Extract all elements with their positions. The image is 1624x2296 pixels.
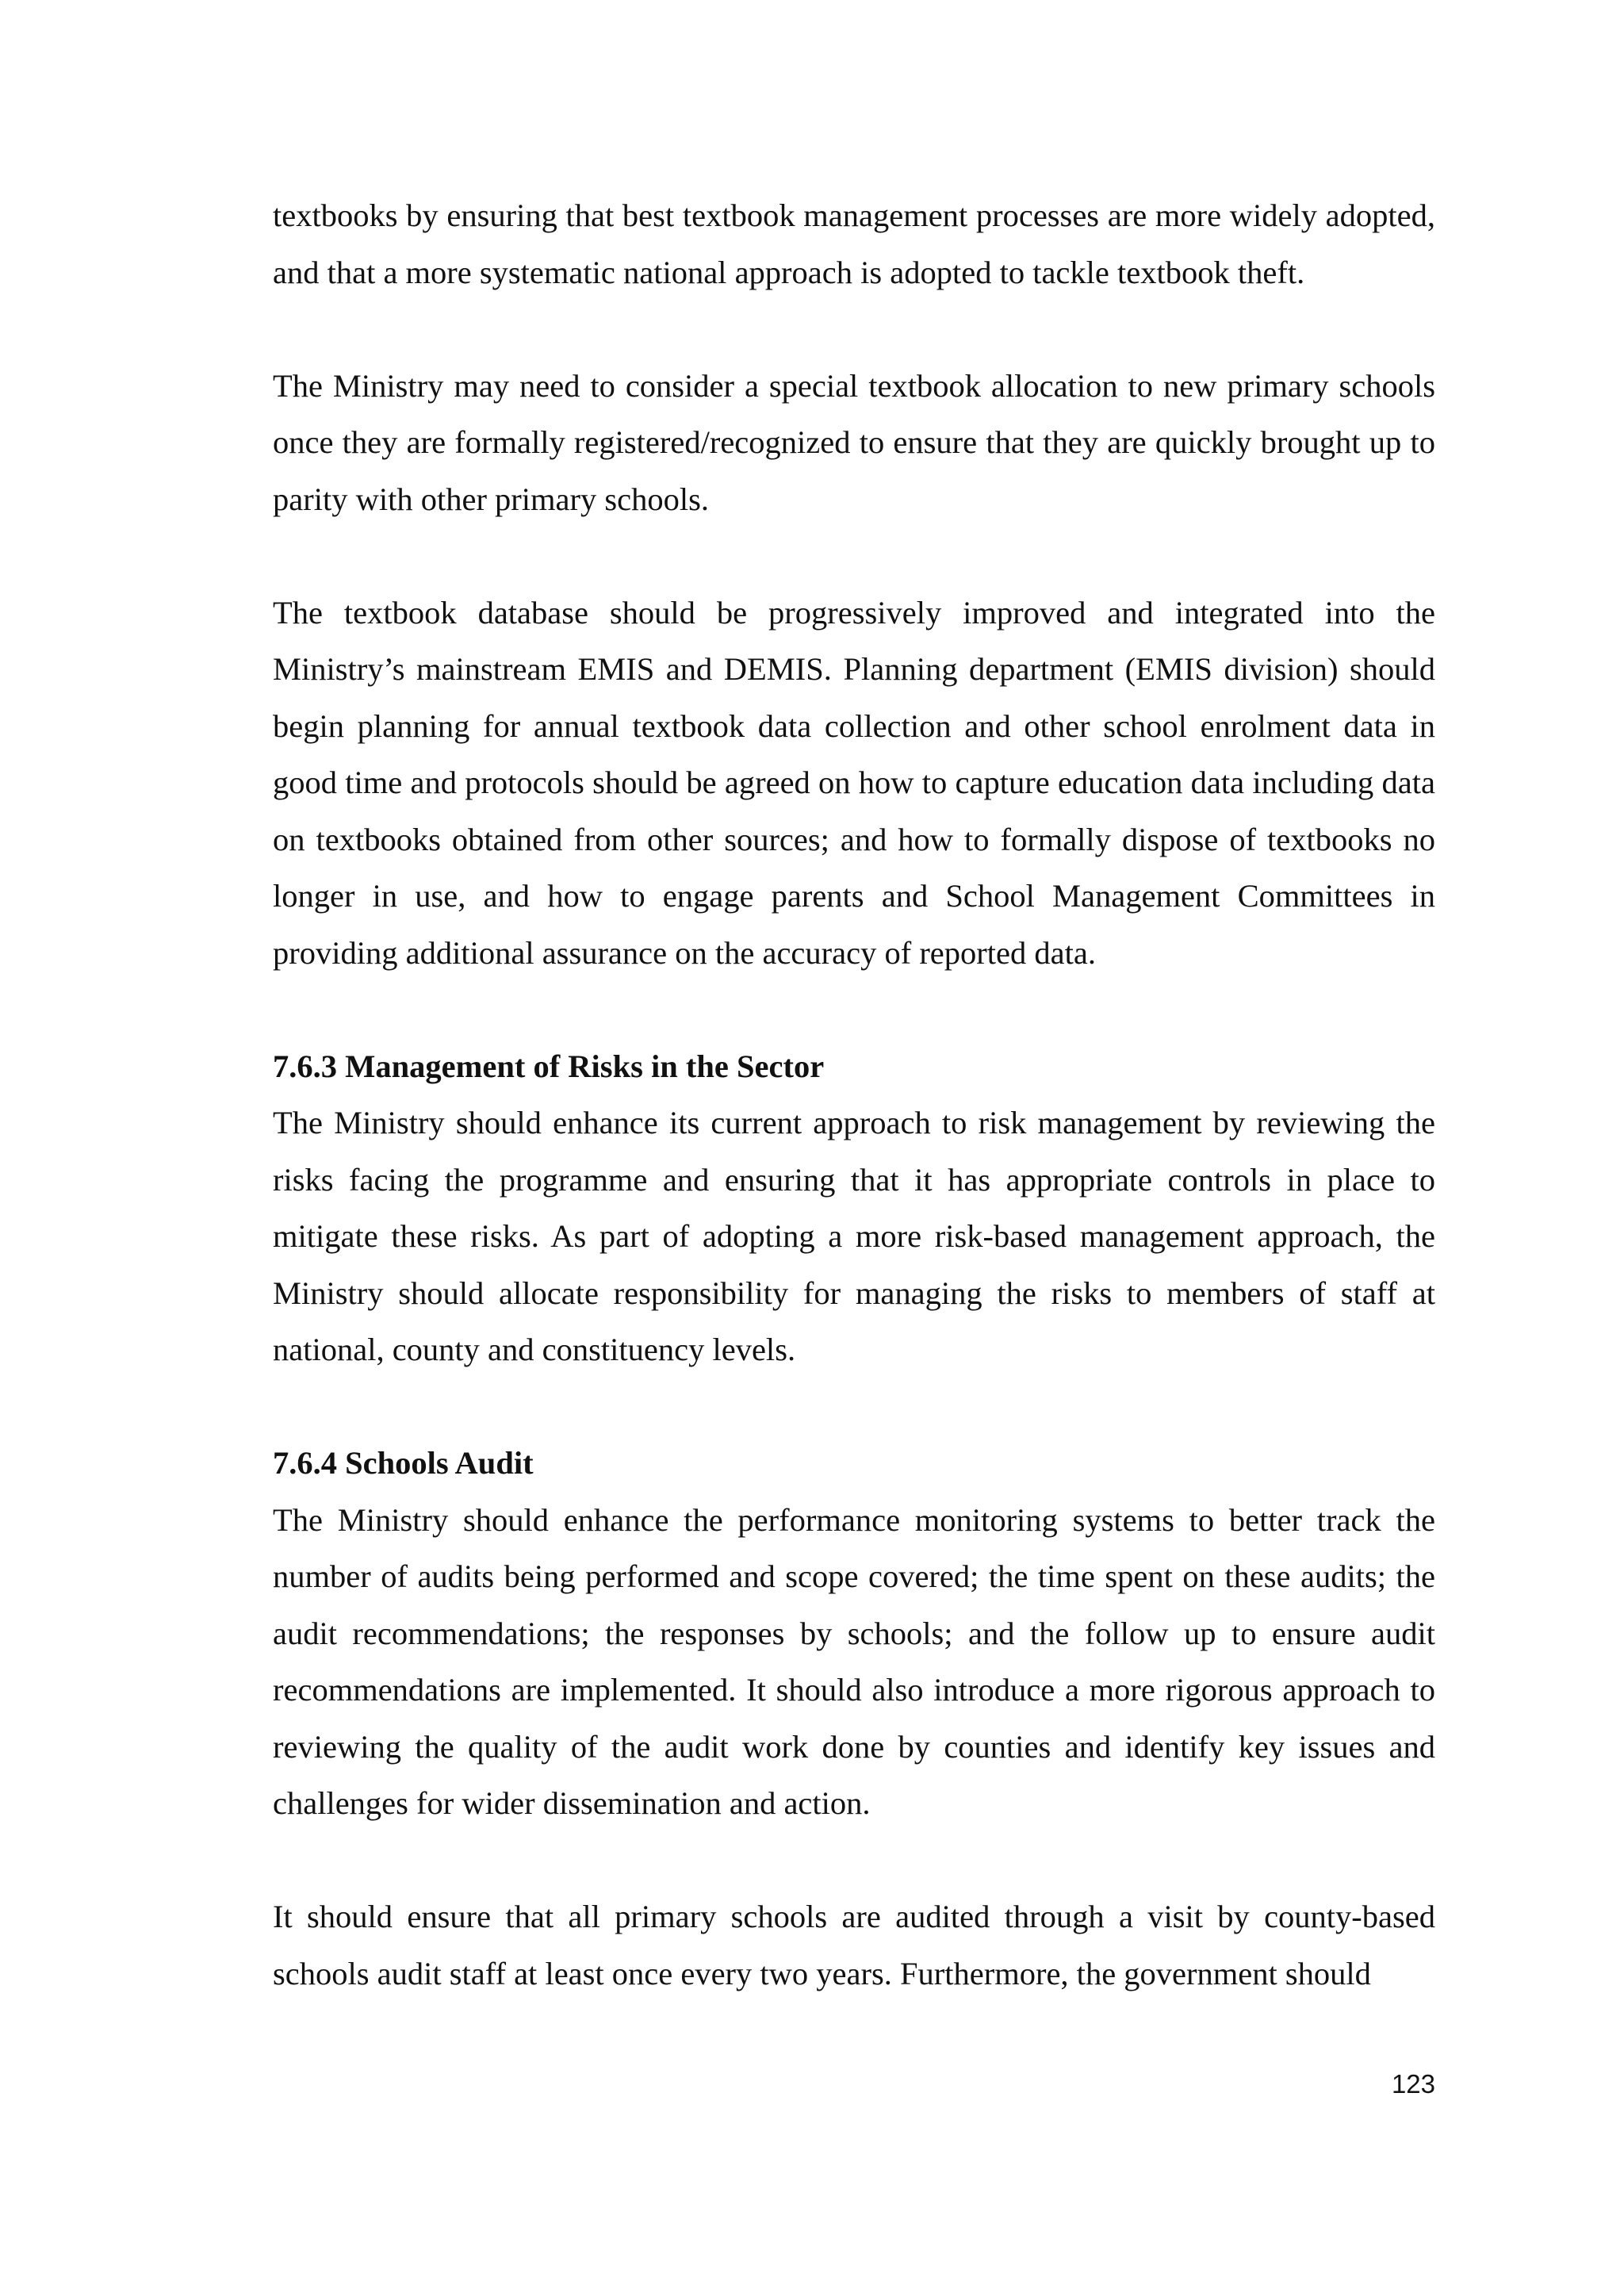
paragraph-new-schools-allocation: The Ministry may need to consider a special textbook allocation to new primary schools once they are formally registered/recognized to ensure that they are quickly brought up to parity with other primary schools. — [273, 367, 1435, 517]
section-heading-risks: 7.6.3 Management of Risks in the Sector — [273, 1048, 825, 1084]
paragraph-risk-management: The Ministry should enhance its current approach to risk management by reviewing the risks facing the programme and ensuring that it has appropriate controls in place to mitigate these risks. As part of adopting a more risk-based management approach, the Ministry should allocate responsibility for managing the risks to members of staff at national, county and constituency levels. — [273, 1105, 1435, 1367]
section-management-of-risks — [273, 1038, 1435, 1378]
section-heading-schools-audit: 7.6.4 Schools Audit — [273, 1445, 534, 1481]
paragraph-textbook-management: textbooks by ensuring that best textbook management processes are more widely adopted, and that a more systematic national approach is adopted to tackle textbook theft. — [273, 197, 1435, 290]
paragraph-audit-visits: It should ensure that all primary schools are audited through a visit by county-based schools audit staff at least once every two years. Furthermore, the government should — [273, 1899, 1435, 1991]
paragraph-performance-monitoring: The Ministry should enhance the performance monitoring systems to better track the number of audits being performed and scope covered; the time spent on these audits; the audit recommendations; the responses by schools; and the follow up to ensure audit recommendations are implemented. It should also introduce a more rigorous approach to reviewing the quality of the audit work done by counties and identify key issues and challenges for wider dissemination and action. — [273, 1501, 1435, 1821]
page-body — [273, 187, 1435, 2059]
paragraph-textbook-database: The textbook database should be progressively improved and integrated into the Ministry’s mainstream EMIS and DEMIS. Planning department (EMIS division) should begin planning for annual textbook data collection and other school enrolment data in good time and protocols should be agreed on how to capture education data including data on textbooks obtained from other sources; and how to formally dispose of textbooks no longer in use, and how to engage parents and School Management Committees in providing additional assurance on the accuracy of reported data. — [273, 594, 1435, 971]
page-number: 123 — [1391, 2069, 1435, 2099]
section-schools-audit — [273, 1435, 1435, 1832]
